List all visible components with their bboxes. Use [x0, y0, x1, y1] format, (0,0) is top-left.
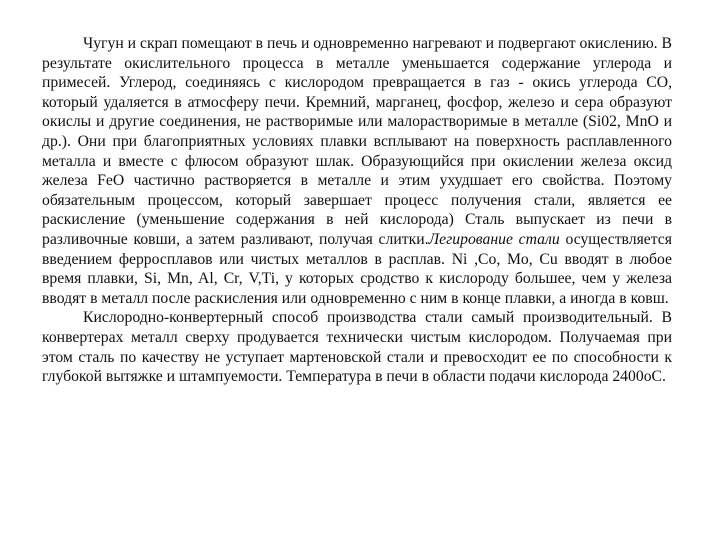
paragraph-1-continuation: осуществляется введением ферросплавов или чистых металлов в расплав. Ni ,Co, Mo, Cu вводят в любое время плавки, Si, Mn, Al, Cr, V,Ti, у которых сродство к кислороду большее, чем у железа вводят в металл после раскисления или одновременно с ним в конце плавки, а иногда в ковш. [42, 230, 672, 307]
alloying-term: Легирование стали [428, 230, 560, 248]
paragraph-oxygen-converter: Кислородно-конвертерный способ производства стали самый производительный. В конвертерах металл сверху продувается технически чистым кислородом. Получаемая при этом сталь по качеству не уступает мартеновской стали и превосходит ее по способности к глубокой вытяжке и штампуемости. Температура в печи в области подачи кислорода 2400оС. [42, 309, 672, 386]
paragraph-steelmaking-process [42, 34, 672, 308]
paragraph-1-text: Чугун и скрап помещают в печь и одновременно нагревают и подвергают окислению. В результате окислительного процесса в металле уменьшается содержание углерода и примесей. Углерод, соединяясь с кислородом превращается в газ - окись углерода СО, который удаляется в атмосферу печи. Кремний, марганец, фосфор, железо и сера образуют окислы и другие соединения, не растворимые или малорастворимые в металле (Si02, MnO и др.). Они при благоприятных условиях плавки всплывают на поверхность расплавленного металла и вместе с флюсом образуют шлак. Образующийся при окислении железа оксид железа FeO частично растворяется в металле и этим ухудшает его свойства. Поэтому обязательным процессом, который завершает процесс получения стали, является ее раскисление (уменьшение содержания в ней кислорода) Сталь выпускает из печи в разливочные ковши, а затем разливают, получая слитки. [42, 35, 672, 248]
document-page [42, 34, 672, 387]
